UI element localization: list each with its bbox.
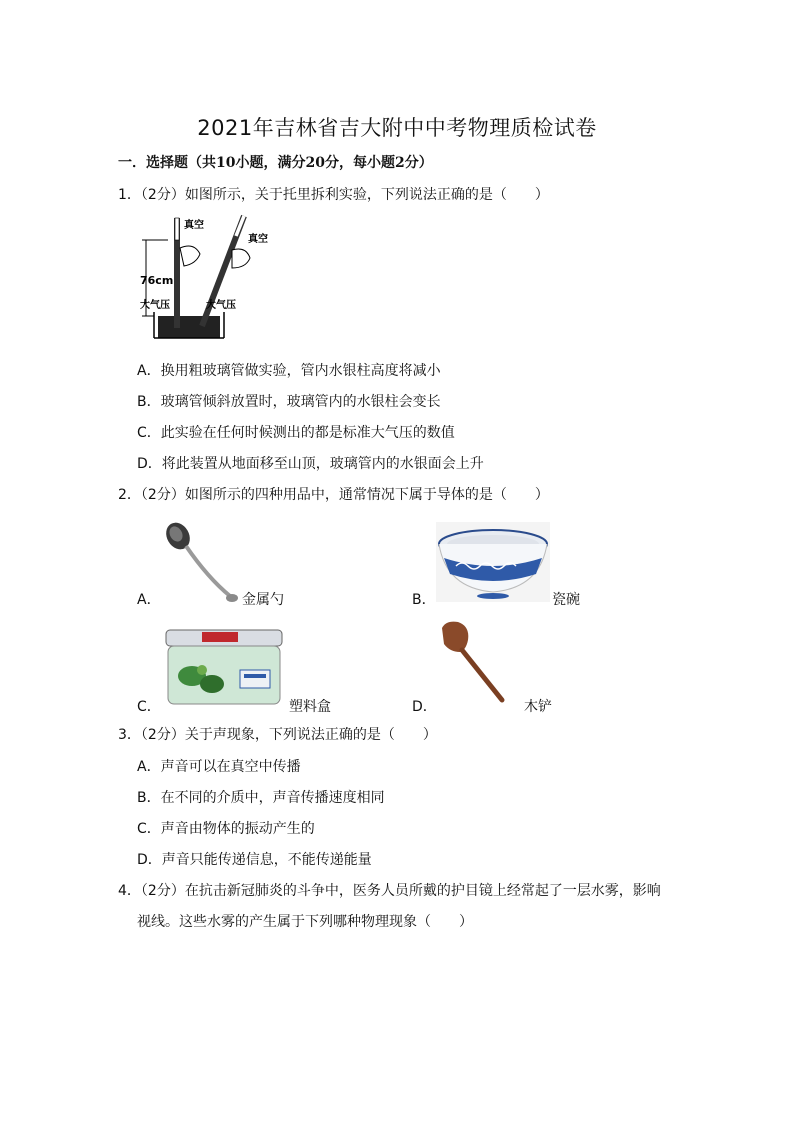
q3-option-a: A．声音可以在真空中传播 [137, 759, 301, 775]
question-1-stem: 1．（2分）如图所示，关于托里拆利实验，下列说法正确的是（ ） [118, 187, 549, 203]
q2-option-b-caption: 瓷碗 [552, 592, 580, 608]
section-heading: 一．选择题（共10小题，满分20分，每小题2分） [118, 155, 433, 171]
q3-option-c: C．声音由物体的振动产生的 [137, 821, 315, 837]
q2-option-b-letter: B． [412, 592, 436, 608]
metal-spoon-image [160, 516, 240, 608]
q1-option-c: C．此实验在任何时候测出的都是标准大气压的数值 [137, 425, 455, 441]
q1-option-a: A．换用粗玻璃管做实验，管内水银柱高度将减小 [137, 363, 441, 379]
q2-option-c-caption: 塑料盒 [289, 699, 331, 715]
atm-label-1: 大气压 [140, 300, 170, 311]
vacuum-label-2: 真空 [248, 234, 268, 245]
height-label: 76cm [140, 274, 174, 287]
q2-option-d-letter: D． [412, 699, 437, 715]
question-4-stem-line-1: 4．（2分）在抗击新冠肺炎的斗争中，医务人员所戴的护目镜上经常起了一层水雾，影响 [118, 883, 661, 899]
q2-option-a-letter: A． [137, 592, 161, 608]
porcelain-bowl-image [436, 522, 550, 602]
q1-option-d: D．将此装置从地面移至山顶，玻璃管内的水银面会上升 [137, 456, 484, 472]
page-title: 2021年吉林省吉大附中中考物理质检试卷 [197, 116, 597, 140]
torricelli-experiment-figure [140, 212, 280, 342]
vacuum-label-1: 真空 [184, 220, 204, 231]
atm-label-2: 大气压 [206, 300, 236, 311]
q3-option-d: D．声音只能传递信息，不能传递能量 [137, 852, 372, 868]
plastic-box-image [162, 626, 286, 708]
q3-option-b: B．在不同的介质中，声音传播速度相同 [137, 790, 385, 806]
q2-option-c-letter: C． [137, 699, 161, 715]
question-3-stem: 3．（2分）关于声现象，下列说法正确的是（ ） [118, 727, 437, 743]
question-2-stem: 2．（2分）如图所示的四种用品中，通常情况下属于导体的是（ ） [118, 487, 549, 503]
question-4-stem-line-2: 视线。这些水雾的产生属于下列哪种物理现象（ ） [137, 914, 473, 930]
q1-option-b: B．玻璃管倾斜放置时，玻璃管内的水银柱会变长 [137, 394, 441, 410]
q2-option-d-caption: 木铲 [524, 699, 552, 715]
q2-option-a-caption: 金属勺 [242, 592, 284, 608]
wooden-spatula-image [436, 618, 522, 708]
